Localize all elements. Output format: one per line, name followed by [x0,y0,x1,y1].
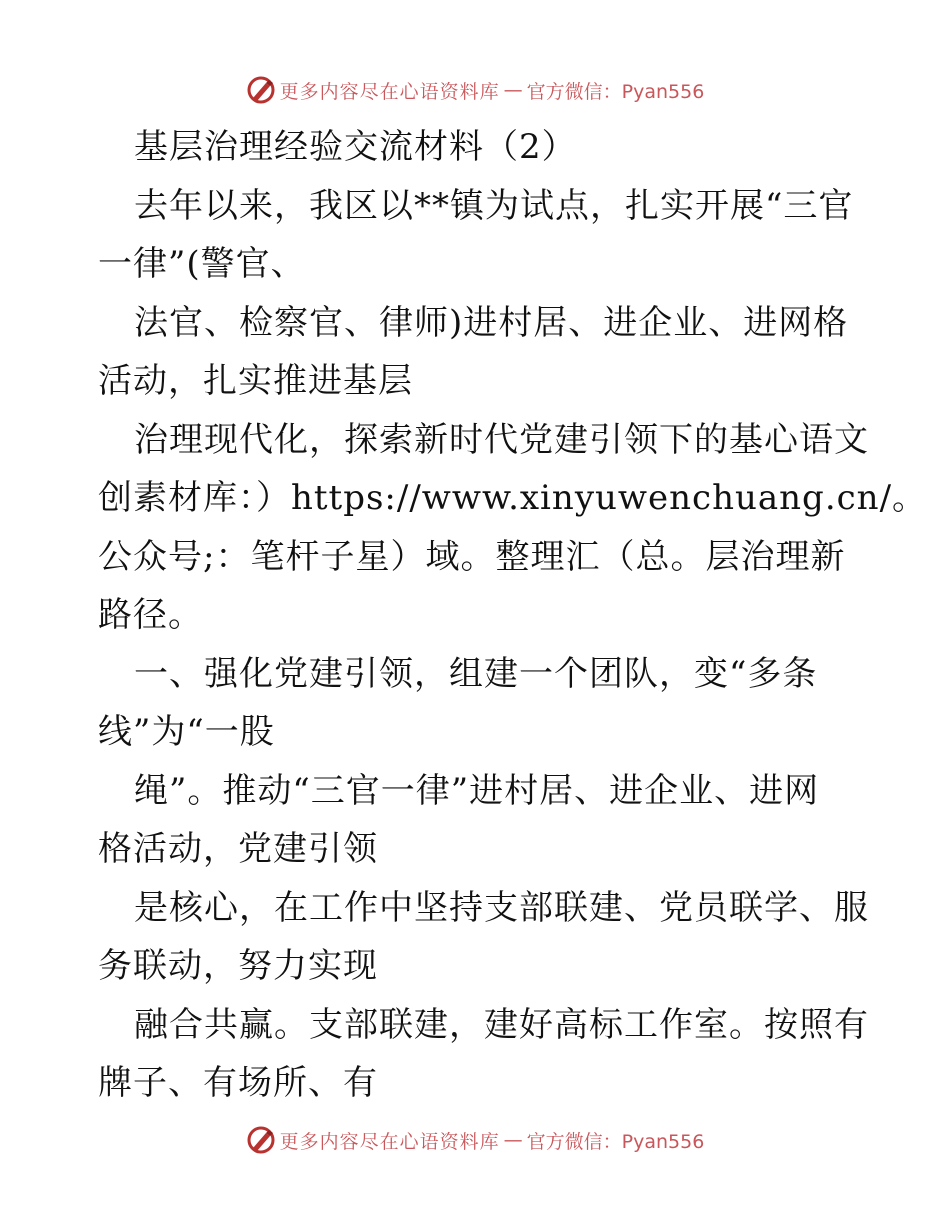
watermark-separator: — [503,79,523,101]
watermark-wechat-text: 官方微信：Pyan556 [526,80,705,103]
document-line: 去年以来，我区以**镇为试点，扎实开展“三官 [134,185,854,226]
document-line: 活动，扎实推进基层 [98,361,413,401]
document-body [98,118,928,1113]
document-line: 线”为“一股 [98,712,275,752]
watermark-wechat-text: 官方微信：Pyan556 [526,1130,705,1153]
document-line: 公众号;：笔杆子星）域。整理汇（总。层治理新 [98,536,846,577]
document-line: 治理现代化，探索新时代党建引领下的基心语文 [134,419,869,460]
document-line: 绳”。推动“三官一律”进村居、进企业、进网 [134,770,820,811]
watermark-separator: — [503,1129,523,1151]
document-line: 基层治理经验交流材料（2） [134,127,577,167]
document-line: 融合共赢。支部联建，建好高标工作室。按照有 [134,1004,869,1045]
document-line: 路径。 [98,595,203,635]
document-line: 一律”(警官、 [98,244,306,284]
footer-watermark [0,1120,950,1160]
document-line: 格活动，党建引领 [98,829,378,869]
watermark-site-text: 更多内容尽在心语资料库 [279,1130,500,1153]
document-line: 务联动，努力实现 [98,946,378,986]
document-line: 牌子、有场所、有 [98,1063,378,1103]
pen-circle-logo-icon [246,75,276,105]
header-watermark [0,70,950,110]
pen-circle-logo-icon [246,1125,276,1155]
document-line: 是核心，在工作中坚持支部联建、党员联学、服 [134,887,869,928]
document-line: 创素材库：）https://www.xinyuwenchuang.cn/。 [98,478,928,518]
watermark-site-text: 更多内容尽在心语资料库 [279,80,500,103]
document-line: 法官、检察官、律师)进村居、进企业、进网格 [134,302,849,343]
document-line: 一、强化党建引领，组建一个团队，变“多条 [134,653,818,694]
